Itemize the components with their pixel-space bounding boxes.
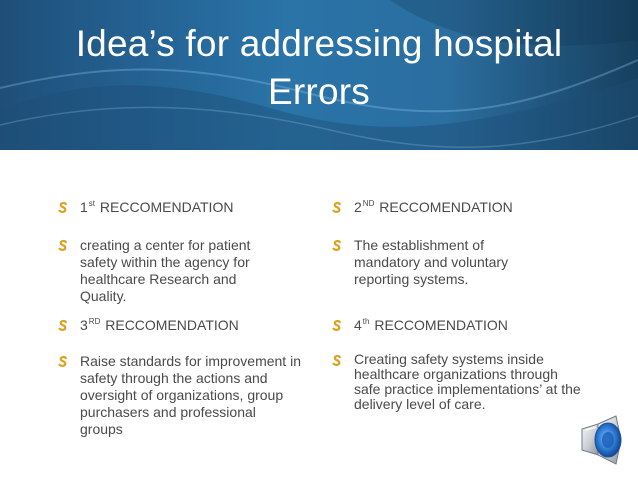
gold-s-bullet-icon [56,353,80,368]
gold-s-bullet-icon [56,317,80,332]
recommendation-4-description [330,352,582,412]
recommendation-2-description [330,237,535,288]
recommendation-4-text: Creating safety systems inside healthcare organizations through safe practice implementations’ at the delivery level of care. [354,351,581,412]
recommendation-1-label [80,199,233,216]
recommendation-3-text: Raise standards for improvement in safety through the actions and oversight of organizations, group purchasers and professional groups [80,353,301,437]
recommendation-2-text: The establishment of mandatory and voluntary reporting systems. [354,237,509,287]
gold-s-bullet-icon [330,237,354,252]
recommendation-word: RECCOMENDATION [99,199,234,215]
recommendation-word: RECCOMENDATION [374,317,508,333]
gold-s-bullet-icon [56,237,80,252]
recommendation-word: RECCOMENDATION [379,199,513,215]
recommendation-1-description [56,237,276,305]
recommendation-4-heading [330,317,580,334]
gold-s-bullet-icon [56,199,80,214]
gold-s-bullet-icon [330,352,354,367]
recommendation-1-heading [56,199,306,216]
gold-s-bullet-icon [330,199,354,214]
recommendation-word: RECCOMENDATION [105,317,239,333]
recommendation-3-description [56,353,301,438]
title-line-1: Idea’s for addressing hospital [75,23,563,64]
recommendation-number: 2 [354,199,362,215]
recommendation-4-label [354,317,508,334]
recommendation-number: 1 [80,199,88,215]
ordinal-suffix: RD [88,317,101,326]
ordinal-suffix: st [88,199,96,208]
recommendation-2-heading [330,199,580,216]
recommendation-3-label [80,317,239,334]
recommendation-1-text: creating a center for patient safety within the agency for healthcare Research and Quality. [80,237,251,304]
speaker-icon[interactable] [578,412,628,467]
recommendation-3-heading [56,317,306,334]
recommendation-number: 4 [354,317,362,333]
recommendation-2-label [354,199,513,216]
recommendation-number: 3 [80,317,88,333]
ordinal-suffix: ND [362,199,375,208]
ordinal-suffix: th [362,317,370,326]
title-line-2: Errors [268,71,370,112]
gold-s-bullet-icon [330,317,354,332]
